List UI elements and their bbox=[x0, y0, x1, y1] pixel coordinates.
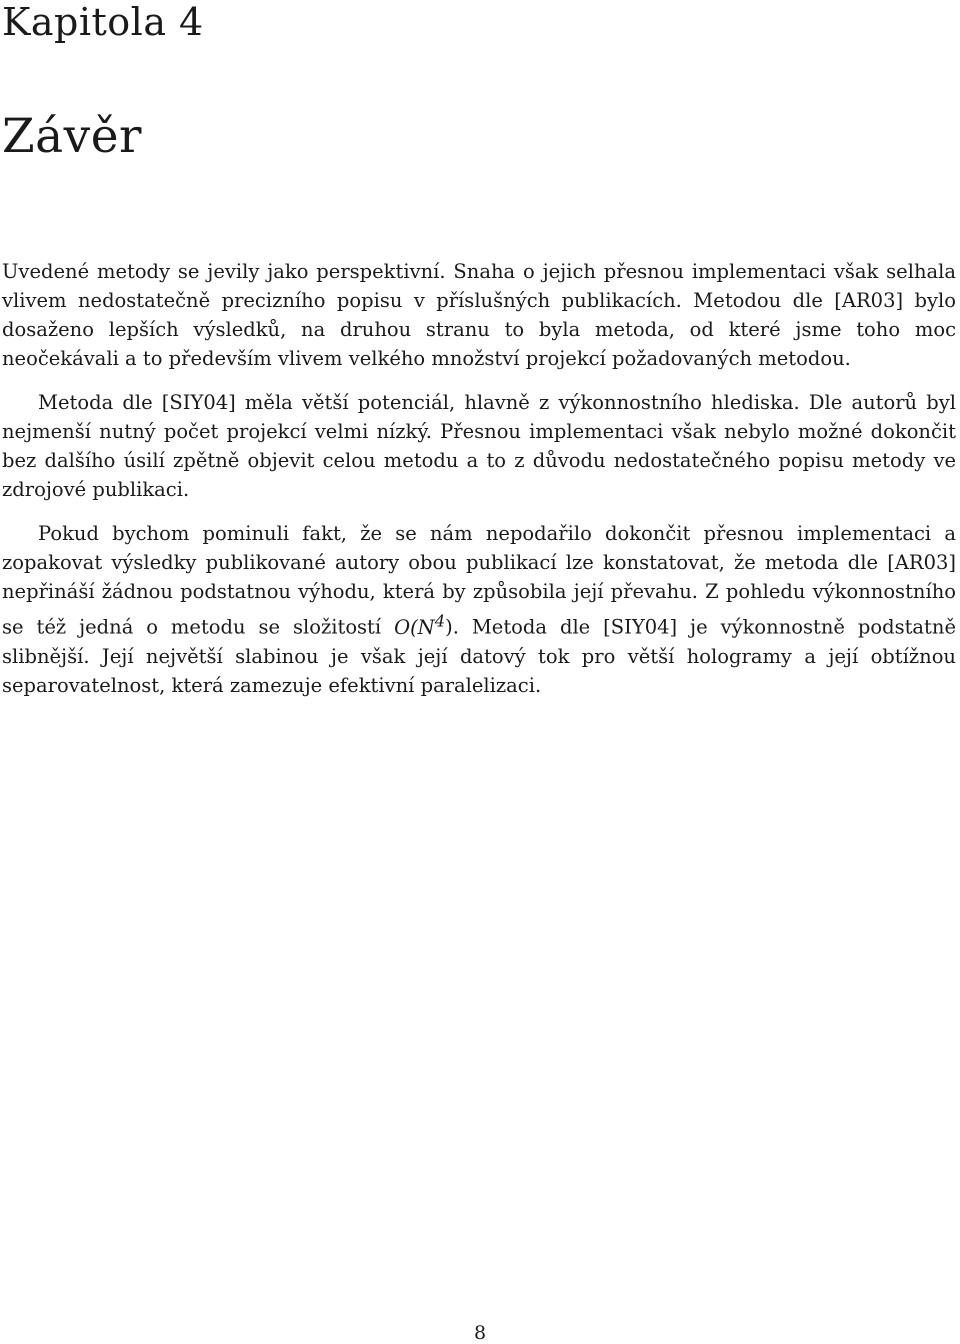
paragraph-3-text-start: Pokud bychom pominuli fakt, že se nám nepodařilo dokončit přesnou implementaci a zopakovat výsledky publikované autory obou publikací lze konstatovat, že metoda dle [AR03] nepřináší žádnou podstatnou výhodu, která by způsobila její převahu. Z pohledu výkonnostního se též jedná o metodu se složitostí bbox=[2, 522, 956, 639]
complexity-formula bbox=[394, 611, 446, 639]
complexity-exponent: 4 bbox=[434, 611, 446, 630]
page-number: 8 bbox=[473, 1322, 487, 1344]
chapter-label: Kapitola 4 bbox=[2, 0, 204, 44]
chapter-title: Závěr bbox=[2, 109, 143, 164]
paragraph-3-text-end: . Metoda dle [SIY04] je výkonnostně podstatně slibnější. Její největší slabinou je však její datový tok pro větší hologramy a její obtížnou separovatelnost, která zamezuje efektivní paralelizaci. bbox=[2, 615, 956, 697]
complexity-base: O(N bbox=[394, 615, 435, 639]
complexity-close: ) bbox=[445, 615, 453, 639]
paragraph-2: Metoda dle [SIY04] měla větší potenciál, hlavně z výkonnostního hlediska. Dle autorů byl nejmenší nutný počet projekcí velmi nízký. Přesnou implementaci však nebylo možné dokončit bez dalšího úsilí zpětně objevit celou metodu a to z důvodu nedostatečného popisu metody ve zdrojové publikaci. bbox=[2, 391, 956, 501]
paragraph-3 bbox=[2, 519, 956, 700]
chapter-body bbox=[2, 257, 956, 715]
paragraph-1: Uvedené metody se jevily jako perspektivní. Snaha o jejich přesnou implementaci však selhala vlivem nedostatečně precizního popisu v příslušných publikacích. Metodou dle [AR03] bylo dosaženo lepších výsledků, na druhou stranu to byla metoda, od které jsme toho moc neočekávali a to především vlivem velkého množství projekcí požadovaných metodou. bbox=[2, 260, 956, 370]
